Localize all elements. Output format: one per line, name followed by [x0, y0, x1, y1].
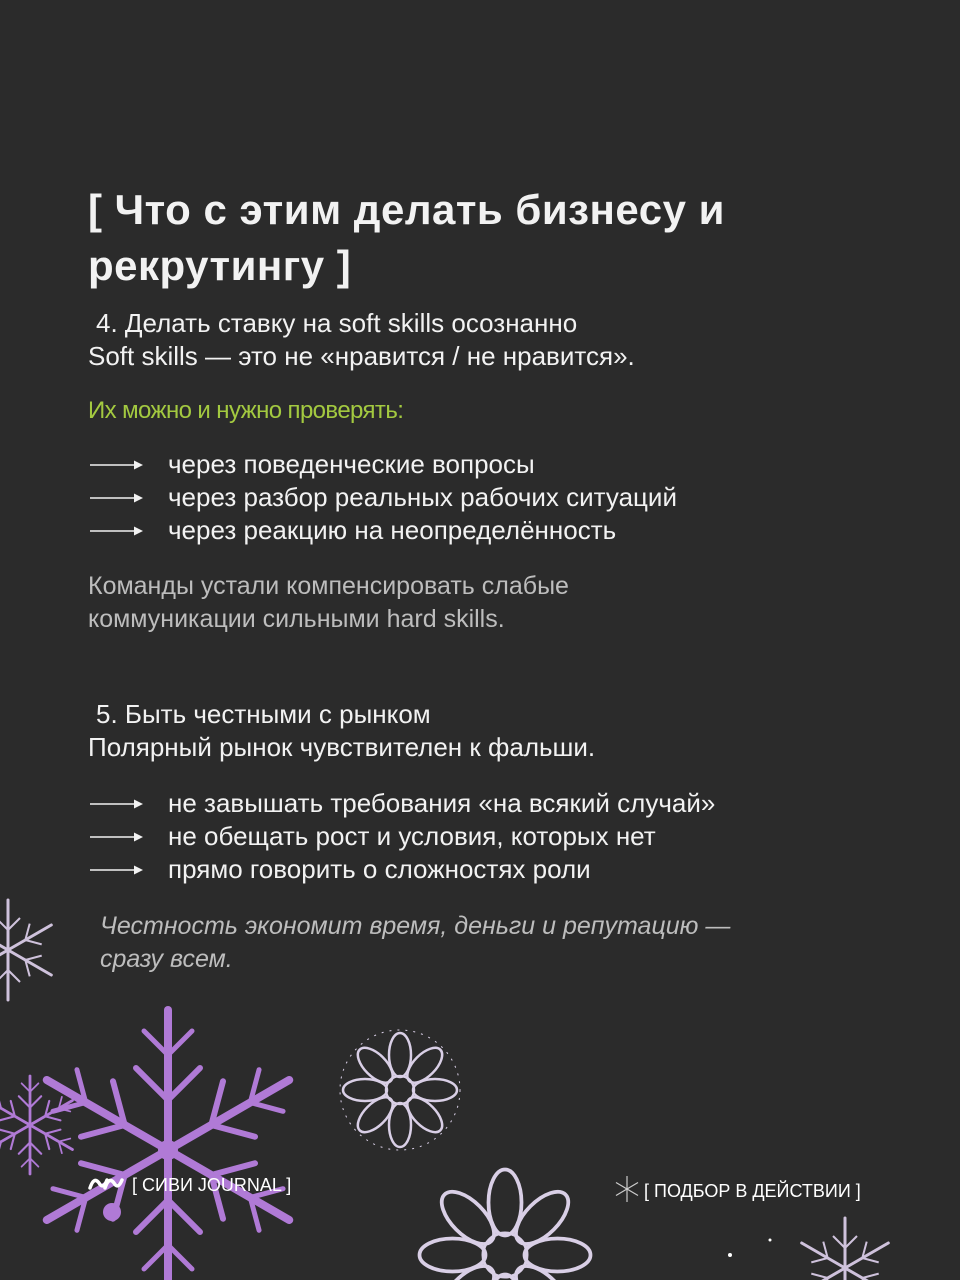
page-title: [ Что с этим делать бизнесу и рекрутингу ]: [88, 186, 725, 289]
section-4-heading: [88, 307, 577, 340]
section-4-note-line-1: Команды устали компенсировать слабые: [88, 572, 569, 600]
list-item-text: не завышать требования «на всякий случай»: [168, 788, 716, 818]
section-4-list: [88, 448, 677, 547]
section-5-note-line-2: сразу всем.: [100, 945, 233, 973]
arrow-right-icon: [88, 864, 168, 876]
list-item-text: не обещать рост и условия, которых нет: [168, 821, 656, 851]
footer-right-label: [ ПОДБОР В ДЕЙСТВИИ ]: [644, 1181, 861, 1201]
list-item: [88, 820, 715, 853]
section-4-subtitle: Soft skills — это не «нравится / не нравится».: [88, 341, 635, 371]
list-item: [88, 787, 715, 820]
flower-snowflake-icon: [420, 1170, 591, 1280]
list-item-text: через реакцию на неопределённость: [168, 515, 617, 545]
arrow-right-icon: [88, 492, 168, 504]
snowflake-icon: [612, 1174, 642, 1209]
list-item: [88, 448, 677, 481]
arrow-right-icon: [88, 798, 168, 810]
list-item: [88, 853, 715, 886]
flower-snowflake-icon: [340, 1030, 460, 1150]
arrow-right-icon: [88, 831, 168, 843]
arrow-right-icon: [88, 459, 168, 471]
footer-brand: [88, 1174, 291, 1197]
arrow-right-icon: [88, 525, 168, 537]
list-item: [88, 481, 677, 514]
section-4-note-line-2: коммуникации сильными hard skills.: [88, 605, 505, 633]
section-5-heading: [88, 698, 431, 731]
list-item-text: через разбор реальных рабочих ситуаций: [168, 482, 677, 512]
thin-snowflake-icon: [796, 1218, 895, 1280]
section-5-subtitle: Полярный рынок чувствителен к фальши.: [88, 732, 596, 762]
section-5-note-line-1: Честность экономит время, деньги и репутацию —: [100, 912, 731, 940]
brand-logo-icon: [88, 1174, 124, 1197]
footer-left-label: [ СИВИ JOURNAL ]: [132, 1175, 292, 1195]
list-item: [88, 514, 677, 547]
section-5-list: [88, 787, 715, 886]
section-4-heading-text: 4. Делать ставку на soft skills осознанно: [96, 308, 578, 338]
section-5-heading-text: 5. Быть честными с рынком: [96, 699, 431, 729]
list-item-text: прямо говорить о сложностях роли: [168, 854, 591, 884]
footer-section-label: [612, 1174, 861, 1209]
thin-snowflake-icon: [0, 900, 57, 1000]
large-snowflake-icon: [31, 1010, 305, 1280]
section-4-accent: Их можно и нужно проверять:: [88, 397, 404, 424]
list-item-text: через поведенческие вопросы: [168, 449, 535, 479]
